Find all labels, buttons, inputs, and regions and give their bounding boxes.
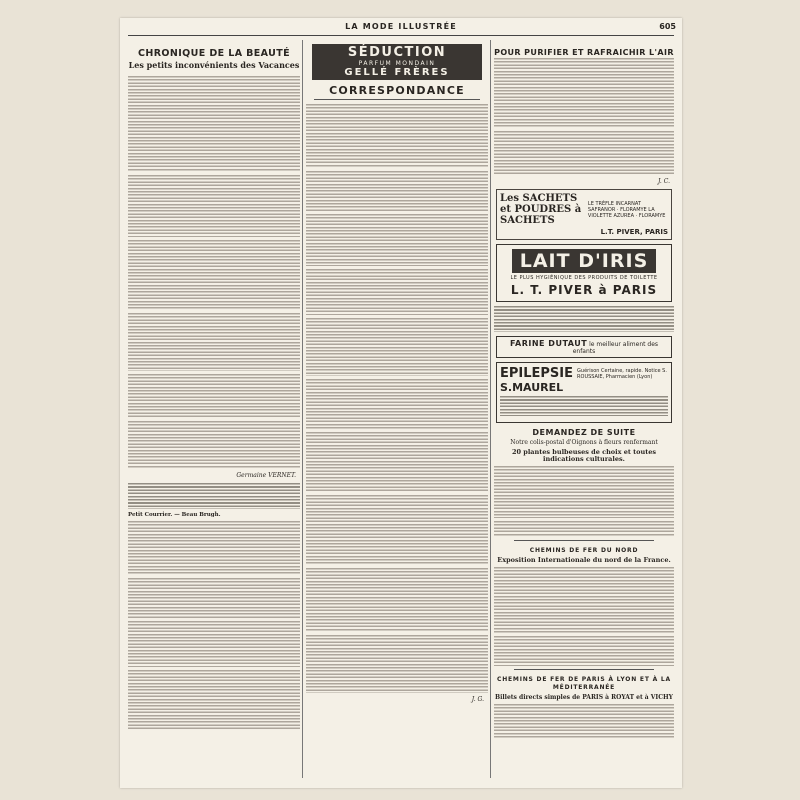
header-rule (128, 35, 674, 36)
column-divider (490, 40, 491, 778)
article-body-block (128, 374, 300, 418)
lait-iris-brand: L. T. PIVER à PARIS (510, 283, 658, 297)
chronique-signature: Germaine VERNET. (236, 472, 296, 479)
section-rule (514, 669, 654, 670)
rail-nord-body (494, 567, 674, 633)
chronique-subtitle: Les petits inconvénients des Vacances (128, 60, 300, 70)
lait-iris-title: LAIT D'IRIS (512, 249, 657, 273)
correspondance-title: CORRESPONDANCE (329, 84, 465, 97)
farine-ad (496, 336, 672, 358)
title-rule (314, 99, 480, 100)
article-body-block (128, 76, 300, 172)
petit-courrier-block (128, 578, 300, 618)
petit-courrier-block (128, 521, 300, 575)
running-title: LA MODE ILLUSTRÉE (345, 22, 457, 31)
purifier-body-block (494, 131, 674, 175)
sachets-brand: L.T. PIVER, PARIS (600, 228, 668, 236)
lait-iris-tagline: LE PLUS HYGIÉNIQUE DES PRODUITS DE TOILETTE (510, 275, 658, 281)
page-number: 605 (659, 22, 676, 31)
article-body-block (128, 240, 300, 310)
epilepsie-notice: Guérison Certaine, rapide. Notice S. ROUSSAIE, Pharmacien (Lyon) (577, 368, 667, 380)
sachets-main-text: Les SACHETS et POUDRES à SACHETS (500, 193, 582, 226)
petit-courrier-block (128, 670, 300, 730)
correspondance-block (306, 495, 488, 565)
column-ads (494, 40, 674, 780)
rail-plm-title: CHEMINS DE FER DE PARIS À LYON ET À LA MÉDITERRANÉE (497, 676, 671, 691)
rail-plm-body (494, 704, 674, 738)
rail-nord-body (494, 636, 674, 666)
farine-name: FARINE DUTAUT (509, 339, 588, 348)
seduction-ad (312, 44, 482, 80)
correspondance-block (306, 318, 488, 376)
seduction-maker: GELLÉ FRÈRES (344, 67, 450, 78)
lait-iris-ad (496, 244, 672, 302)
correspondance-block (306, 432, 488, 492)
article-body-block (128, 175, 300, 237)
column-divider (302, 40, 303, 778)
petit-courrier-block (128, 621, 300, 667)
purifier-body-block (494, 58, 674, 128)
purifier-title: POUR PURIFIER ET RAFRAICHIR L'AIR (494, 48, 674, 57)
maurel-brand: S.MAUREL (500, 381, 564, 394)
seduction-brand: SÉDUCTION (347, 45, 447, 60)
rail-plm-subtitle: Billets directs simples de PARIS à ROYAT et à VICHY (495, 694, 673, 701)
demandez-list-block (494, 466, 674, 518)
demandez-price-block (494, 521, 674, 537)
ad-small-print (494, 306, 674, 332)
column-correspondance (306, 40, 488, 780)
sachets-product-list: LE TRÈFLE INCARNAT SAFRANOR · FLORAMYE LA VIOLETTE AZUREA · FLORAMYE (587, 200, 666, 219)
maurel-small-print (500, 396, 668, 416)
correspondance-block (306, 171, 488, 211)
correspondance-block (306, 104, 488, 168)
column-chronique (128, 40, 300, 780)
footnotes-block (128, 483, 300, 509)
article-body-block (128, 313, 300, 371)
demandez-line1: Notre colis-postal d'Oignons à fleurs renfermant (510, 439, 658, 446)
magazine-page (120, 18, 682, 788)
sachets-ad (496, 189, 672, 240)
rail-nord-subtitle: Exposition Internationale du nord de la France. (497, 556, 671, 564)
section-rule (514, 540, 654, 541)
rail-nord-title: CHEMINS DE FER DU NORD (529, 547, 639, 554)
petit-courrier-label: Petit Courrier. — Beau Brugh. (128, 512, 221, 518)
epilepsie-title: EPILEPSIE (500, 366, 574, 381)
seduction-tagline: PARFUM MONDAIN (358, 60, 436, 67)
correspondance-block (306, 568, 488, 632)
chronique-title: CHRONIQUE DE LA BEAUTÉ (137, 48, 291, 59)
demandez-line2 (494, 449, 674, 463)
correspondance-signature: J. G. (471, 696, 484, 703)
correspondance-block (306, 214, 488, 266)
farine-text: le meilleur aliment des enfants (572, 341, 659, 355)
correspondance-block (306, 379, 488, 429)
article-body-block (128, 421, 300, 469)
epilepsie-ad (496, 362, 672, 423)
demandez-emphasis: 20 plantes bulbeuses de choix et toutes indications culturales. (511, 448, 656, 463)
purifier-signature: J. C. (657, 178, 670, 185)
demandez-title: DEMANDEZ DE SUITE (532, 428, 636, 437)
correspondance-block (306, 269, 488, 315)
correspondance-block (306, 635, 488, 693)
